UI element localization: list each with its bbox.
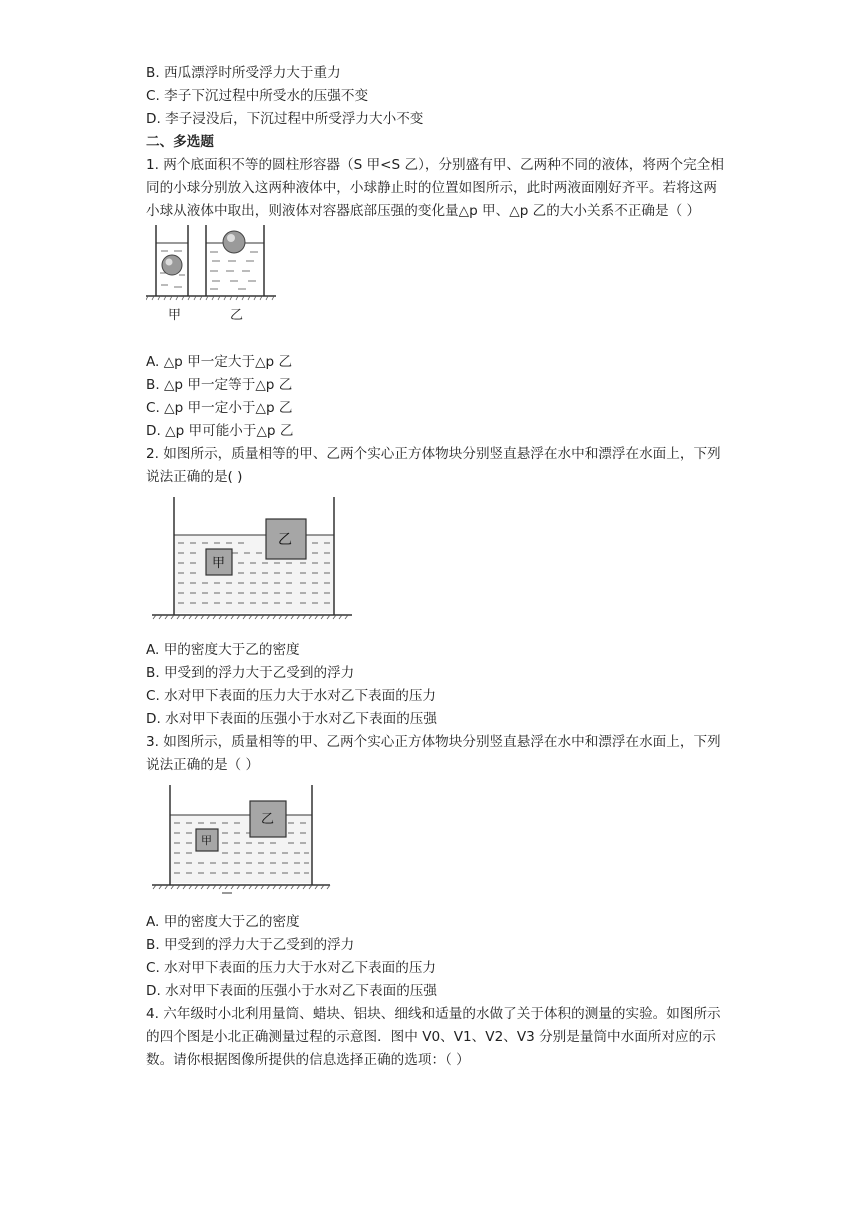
q3-option-d: D. 水对甲下表面的压强小于水对乙下表面的压强	[146, 983, 437, 999]
q3-option-b: B. 甲受到的浮力大于乙受到的浮力	[146, 937, 355, 953]
q3-option-c: C. 水对甲下表面的压力大于水对乙下表面的压力	[146, 960, 437, 976]
question-1-figure	[146, 223, 726, 351]
q1-option-b: B. △p 甲一定等于△p 乙	[146, 377, 293, 393]
question-3-text: 3. 如图所示，质量相等的甲、乙两个实心正方体物块分别竖直悬浮在水中和漂浮在水面上，下列说法正确的是（ ）	[146, 734, 721, 773]
block-a-label-2: 甲	[201, 834, 212, 847]
block-a-label: 甲	[212, 556, 226, 571]
block-b-label: 乙	[278, 532, 292, 548]
q3-option-a: A. 甲的密度大于乙的密度	[146, 914, 300, 930]
q1-option-d: D. △p 甲可能小于△p 乙	[146, 423, 294, 439]
q1-option-c: C. △p 甲一定小于△p 乙	[146, 400, 293, 416]
q2-option-a: A. 甲的密度大于乙的密度	[146, 642, 300, 658]
prev-option-d: D. 李子浸没后，下沉过程中所受浮力大小不变	[146, 111, 424, 127]
floating-blocks-diagram	[152, 497, 352, 647]
question-1-text: 1. 两个底面积不等的圆柱形容器（S 甲<S 乙），分别盛有甲、乙两种不同的液体，将两个完全相同的小球分别放入这两种液体中，小球静止时的位置如图所示，此时两液面刚好齐平。若将这两小球从液体中取出，则液体对容器底部压强的变化量△p 甲、△p 乙的大小关系不正确是（ ）	[146, 157, 724, 219]
document-page	[146, 62, 726, 1072]
prev-option-c: C. 李子下沉过程中所受水的压强不变	[146, 88, 369, 104]
two-containers-diagram	[146, 223, 296, 351]
question-2-text: 2. 如图所示，质量相等的甲、乙两个实心正方体物块分别竖直悬浮在水中和漂浮在水面上，下列说法正确的是( )	[146, 446, 721, 485]
question-3-figure	[146, 777, 726, 911]
q2-option-c: C. 水对甲下表面的压力大于水对乙下表面的压力	[146, 688, 437, 704]
question-2-figure	[146, 489, 726, 639]
section-title: 二、多选题	[146, 134, 214, 150]
block-b-label-2: 乙	[261, 812, 275, 827]
prev-option-b: B. 西瓜漂浮时所受浮力大于重力	[146, 65, 341, 81]
floating-blocks-diagram-2	[152, 785, 342, 919]
q2-option-b: B. 甲受到的浮力大于乙受到的浮力	[146, 665, 355, 681]
container-label-right: 乙	[230, 308, 244, 323]
container-label-left: 甲	[168, 308, 182, 323]
q2-option-d: D. 水对甲下表面的压强小于水对乙下表面的压强	[146, 711, 437, 727]
question-4-text: 4. 六年级时小北利用量筒、蜡块、铝块、细线和适量的水做了关于体积的测量的实验。如图所示的四个图是小北正确测量过程的示意图．图中 V0、V1、V2、V3 分别是量筒中水面所对应的示数。请你根据图像所提供的信息选择正确的选项：（ ）	[146, 1006, 721, 1068]
q1-option-a: A. △p 甲一定大于△p 乙	[146, 354, 293, 370]
